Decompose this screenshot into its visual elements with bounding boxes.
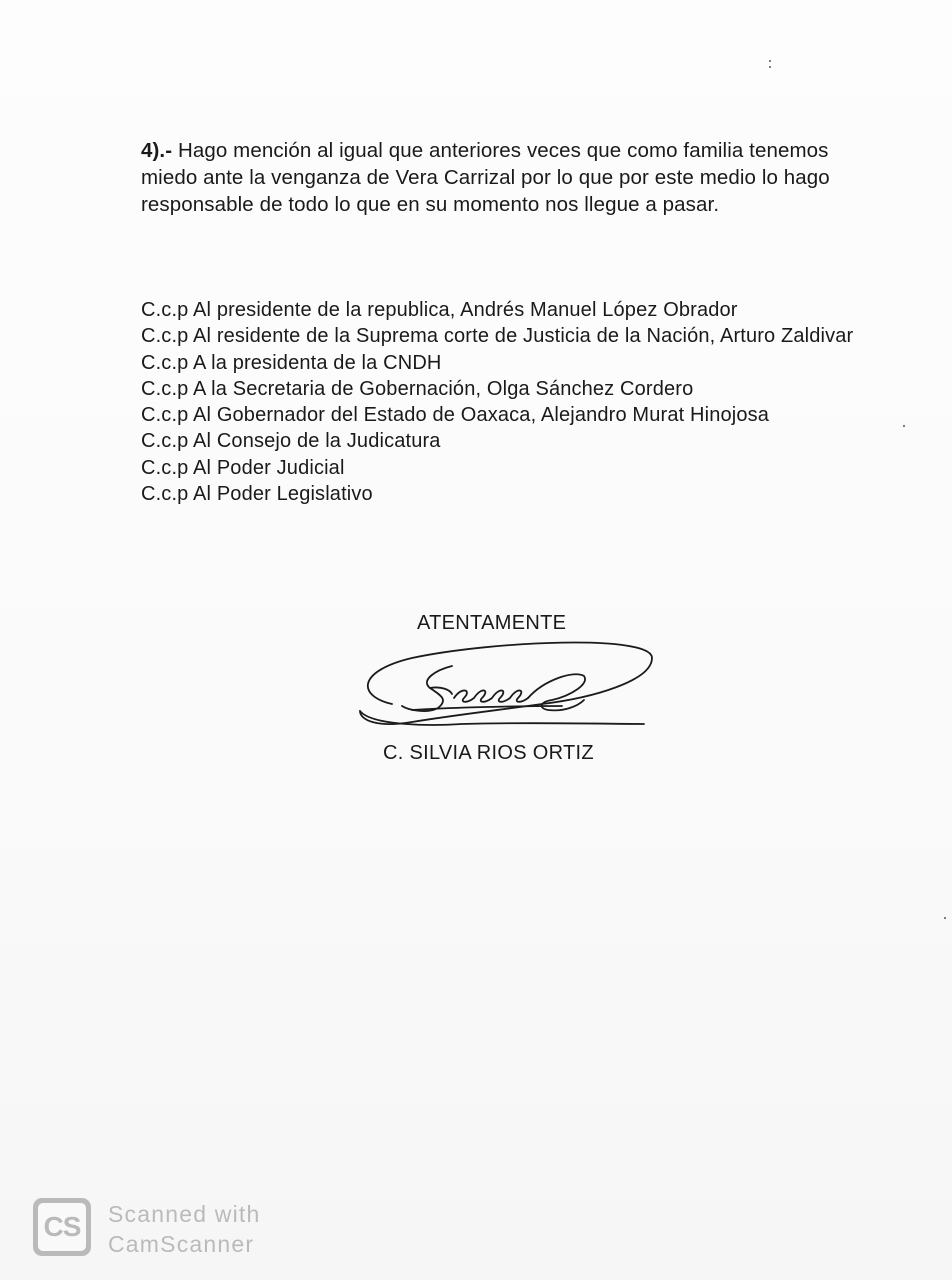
cc-item: C.c.p Al Poder Legislativo [141, 483, 373, 506]
cc-list [141, 297, 881, 507]
cc-item: C.c.p A la Secretaria de Gobernación, Olga Sánchez Cordero [141, 377, 694, 400]
camscanner-logo-text: CS [43, 1211, 81, 1242]
signer-name: C. SILVIA RIOS ORTIZ [383, 742, 594, 764]
camscanner-watermark [33, 1198, 293, 1260]
scan-speck [903, 425, 905, 427]
cc-item: C.c.p A la presidenta de la CNDH [141, 351, 442, 374]
scan-speck [769, 66, 771, 68]
camscanner-logo-icon [33, 1198, 91, 1256]
cc-item: C.c.p Al Gobernador del Estado de Oaxaca, Alejandro Murat Hinojosa [141, 404, 770, 427]
scan-speck [769, 60, 771, 62]
watermark-line-1: Scanned with [108, 1201, 261, 1227]
paragraph-number: 4).- [141, 139, 173, 162]
handwritten-signature [352, 636, 662, 736]
cc-item: C.c.p Al residente de la Suprema corte de Justicia de la Nación, Arturo Zaldivar [141, 325, 854, 348]
paragraph-text: Hago mención al igual que anteriores veces que como familia tenemos miedo ante la venganza de Vera Carrizal por lo que por este medio lo hago responsable de todo lo que en su momento nos llegue a pasar. [141, 139, 830, 216]
cc-item: C.c.p Al Consejo de la Judicatura [141, 430, 441, 453]
watermark-line-2: CamScanner [108, 1231, 255, 1257]
scan-speck [944, 917, 946, 919]
watermark-caption [108, 1199, 261, 1259]
closing-salutation: ATENTAMENTE [417, 612, 567, 634]
cc-item: C.c.p Al Poder Judicial [141, 456, 345, 479]
paragraph-4 [141, 137, 876, 218]
cc-item: C.c.p Al presidente de la republica, Andrés Manuel López Obrador [141, 299, 738, 321]
